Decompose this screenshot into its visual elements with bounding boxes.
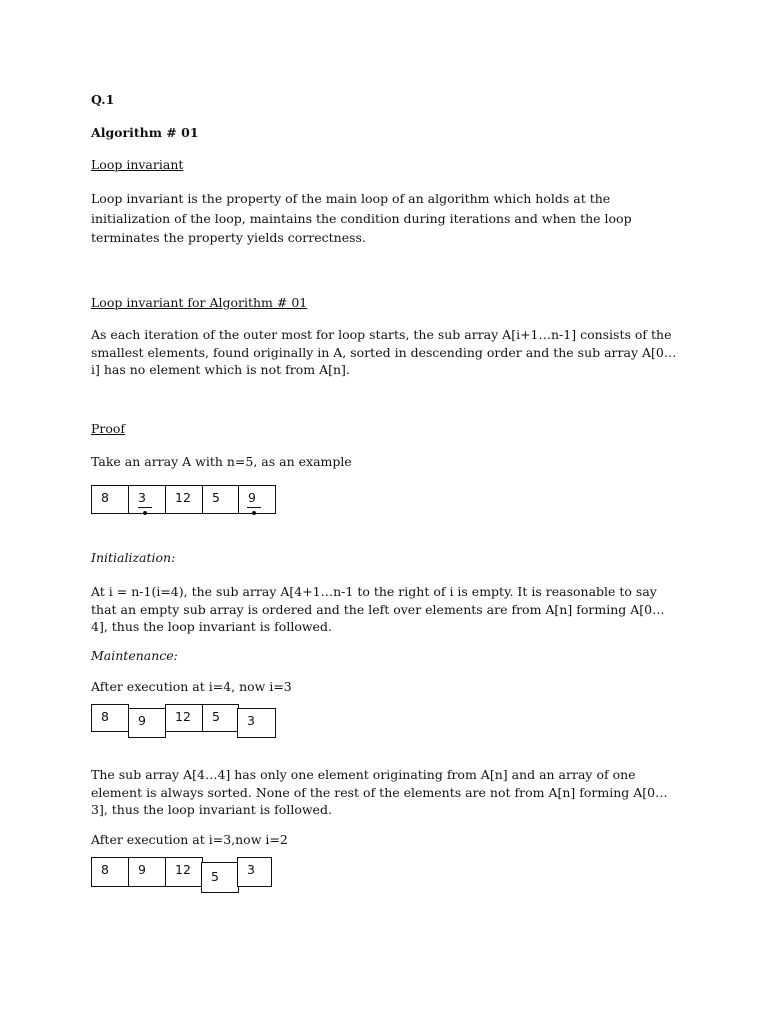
example-text: Take an array A with n=5, as an example	[91, 454, 352, 469]
initialization-paragraph: At i = n-1(i=4), the sub array A[4+1…n-1 to the right of i is empty. It is reasonable to say that an empty sub array is ordered and the left over elements are from A[n] forming A[0…4], thus the loop invariant is followed.	[91, 584, 665, 634]
invariant-algorithm-heading: Loop invariant for Algorithm # 01	[91, 295, 308, 310]
after-execution-1: After execution at i=4, now i=3	[91, 679, 292, 694]
array-cell: 3	[128, 485, 166, 514]
array-cell: 5	[202, 485, 239, 514]
array-cell: 8	[91, 704, 129, 732]
maintenance-heading: Maintenance:	[91, 648, 178, 663]
maintenance-paragraph: The sub array A[4…4] has only one element originating from A[n] and an array of one element is always sorted. None of the rest of the elements are not from A[n] forming A[0…3], thus the loop invariant is followed.	[91, 767, 668, 817]
array-cell: 9	[128, 857, 166, 887]
swap-marker-line	[138, 507, 152, 508]
swap-marker-line	[247, 507, 261, 508]
array-cell: 9	[128, 708, 166, 738]
array-cell: 5	[201, 862, 239, 893]
array-cell: 8	[91, 857, 129, 887]
after-execution-2: After execution at i=3,now i=2	[91, 832, 288, 847]
invariant-algorithm-paragraph: As each iteration of the outer most for loop starts, the sub array A[i+1…n-1] consists of the smallest elements, found originally in A, sorted in descending order and the sub array A[0…i] has no element which is not from A[n].	[91, 327, 677, 377]
algorithm-title: Algorithm # 01	[91, 125, 199, 140]
array-cell: 12	[165, 704, 203, 732]
proof-heading: Proof	[91, 421, 126, 436]
array-cell: 3	[237, 857, 272, 887]
array-cell: 12	[165, 857, 203, 887]
array-cell: 8	[91, 485, 129, 514]
array-cell: 5	[202, 704, 239, 732]
initialization-heading: Initialization:	[91, 550, 176, 565]
swap-marker-dot	[143, 511, 147, 515]
array-cell: 12	[165, 485, 203, 514]
swap-marker-dot	[252, 511, 256, 515]
loop-invariant-heading: Loop invariant	[91, 157, 184, 172]
array-cell: 3	[237, 708, 276, 738]
question-label: Q.1	[91, 92, 115, 107]
array-cell: 9	[238, 485, 276, 514]
loop-invariant-paragraph: Loop invariant is the property of the main loop of an algorithm which holds at the initialization of the loop, maintains the condition during iterations and when the loop terminates the property yields correctness.	[91, 191, 632, 245]
